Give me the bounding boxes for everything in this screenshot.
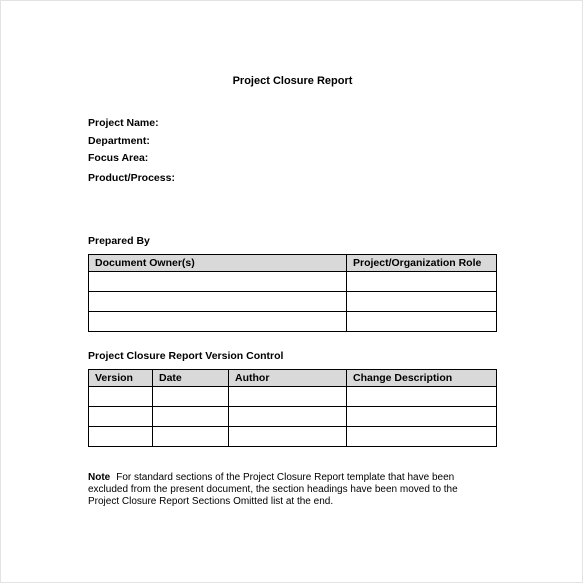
table-cell[interactable]	[89, 312, 347, 332]
table-header-row	[89, 370, 497, 387]
table-cell[interactable]	[347, 312, 497, 332]
table-cell[interactable]	[89, 387, 153, 407]
column-header: Document Owner(s)	[89, 255, 347, 272]
column-header: Date	[153, 370, 229, 387]
version-control-table	[88, 369, 497, 447]
version-control-heading: Project Closure Report Version Control	[88, 350, 284, 362]
column-header: Version	[89, 370, 153, 387]
table-cell[interactable]	[89, 292, 347, 312]
table-cell[interactable]	[347, 427, 497, 447]
table-row	[89, 427, 497, 447]
table-cell[interactable]	[153, 407, 229, 427]
table-row	[89, 407, 497, 427]
table-row	[89, 272, 497, 292]
focus-area-label: Focus Area:	[88, 152, 149, 164]
table-cell[interactable]	[89, 407, 153, 427]
table-row	[89, 312, 497, 332]
table-cell[interactable]	[347, 387, 497, 407]
table-cell[interactable]	[89, 427, 153, 447]
table-header-row	[89, 255, 497, 272]
column-header: Author	[229, 370, 347, 387]
table-cell[interactable]	[347, 407, 497, 427]
column-header: Project/Organization Role	[347, 255, 497, 272]
document-title: Project Closure Report	[232, 75, 353, 87]
table-cell[interactable]	[229, 407, 347, 427]
product-process-label: Product/Process:	[88, 172, 175, 184]
table-cell[interactable]	[153, 387, 229, 407]
table-cell[interactable]	[89, 272, 347, 292]
table-row	[89, 387, 497, 407]
note-paragraph	[88, 472, 488, 508]
table-cell[interactable]	[229, 427, 347, 447]
table-cell[interactable]	[153, 427, 229, 447]
table-cell[interactable]	[347, 292, 497, 312]
prepared-by-table	[88, 254, 497, 332]
prepared-by-heading: Prepared By	[88, 235, 150, 247]
column-header: Change Description	[347, 370, 497, 387]
table-cell[interactable]	[347, 272, 497, 292]
note-label: Note	[88, 472, 111, 483]
table-row	[89, 292, 497, 312]
table-cell[interactable]	[229, 387, 347, 407]
department-label: Department:	[88, 135, 150, 147]
project-name-label: Project Name:	[88, 117, 159, 129]
note-text: For standard sections of the Project Closure Report template that have been excluded from the present document, the section headings have been moved to the Project Closure Report Sections Omitted list at the end.	[88, 472, 458, 507]
